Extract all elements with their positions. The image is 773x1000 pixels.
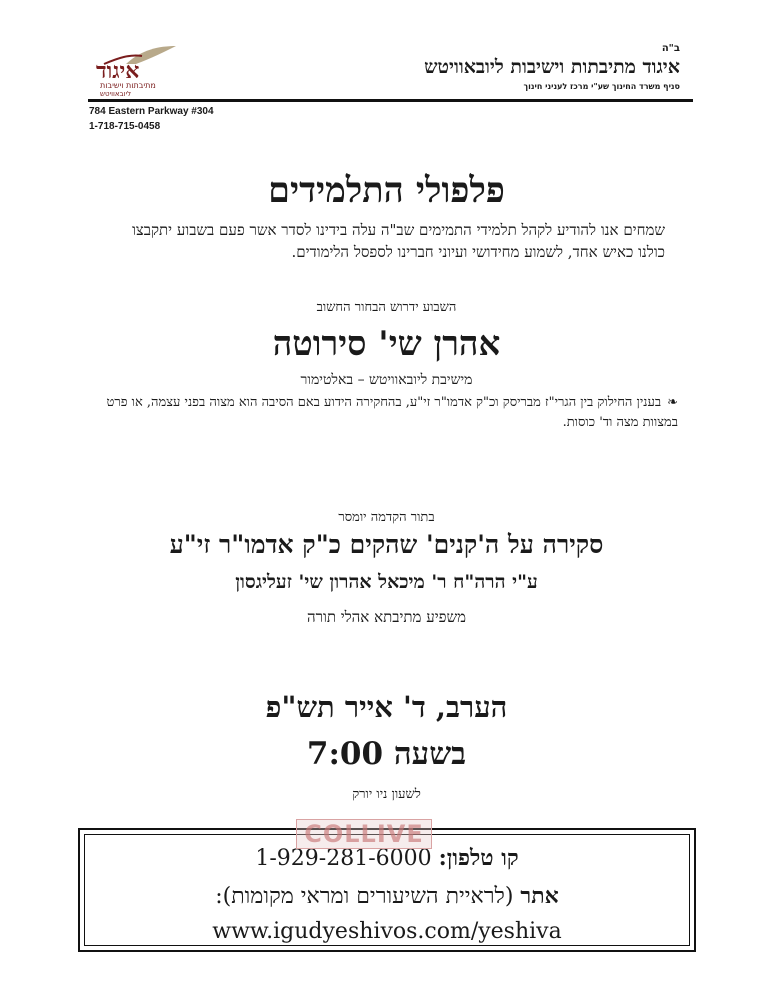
site-url[interactable]: www.igudyeshivos.com/yeshiva [212, 919, 562, 944]
speaker-name: אהרן שי' סירוטה [272, 324, 501, 364]
phone-number[interactable]: 1-929-281-6000 [255, 846, 432, 871]
site-label: אתר [520, 883, 559, 909]
speaker-yeshiva: מישיבת ליובאוויטש – באלטימור [300, 372, 473, 388]
site-line [85, 883, 689, 909]
org-name: איגוד מתיבתות וישיבות ליובאוויטש [424, 56, 680, 78]
topic [98, 393, 678, 433]
page-title: פלפולי התלמידים [268, 170, 505, 211]
info-box-inner [84, 834, 690, 946]
watermark: COLLIVE [296, 819, 432, 849]
presenter: ע"י הרה"ח ר' מיכאל אהרון שי' זעליגסון [235, 571, 538, 593]
bh-mark: ב"ה [661, 43, 680, 54]
timezone: לשעון ניו יורק [352, 787, 421, 802]
phone-label: קו טלפון: [438, 845, 519, 871]
logo-sub-text: מתיבתות וישיבות [100, 81, 156, 90]
site-note: (לראיית השיעורים ומראי מקומות): [215, 884, 514, 909]
event-time: בשעה 7:00 [306, 736, 467, 772]
event-date: הערב, ד' אייר תש"פ [265, 690, 508, 724]
header-rule [88, 99, 693, 102]
bullet-icon: ❧ [667, 395, 678, 410]
subject: סקירה על ה'קנים' שהקים כ"ק אדמו"ר זי"ע [169, 530, 604, 559]
topic-text: בענין החילוק בין הגרי"ז מבריסק וכ"ק אדמו"ר זי"ע, בהחקירה הידוע באם הסיבה הוא מצוה בפני עצמה, או פרט במצוות מצה וד' כוסות. [106, 395, 678, 430]
logo-main-text: איגוד [96, 58, 140, 84]
contact-block [89, 104, 214, 134]
phone: 1-718-715-0458 [89, 121, 161, 132]
presenter-role: משפיע מתיבתא אהלי תורה [306, 608, 466, 626]
intro-paragraph: שמחים אנו להודיע לקהל תלמידי התמימים שב"ה עלה בידינו לסדר אשר פעם בשבוע יתקבצו כולנו כאיש אחד, לשמוע מחידושי ועיוני חברינו לספסל הלימודים. [132, 221, 665, 261]
logo-sub2-text: ליובאוויטש [100, 90, 132, 98]
logo [96, 44, 182, 96]
org-subtitle: סניף משרד החינוך שע"י מרכז לעניני חינוך [523, 82, 680, 91]
speaker-intro: השבוע ידרוש הבחור החשוב [316, 300, 457, 315]
address: 784 Eastern Parkway #304 [89, 106, 214, 117]
intro2: בתור הקדמה יומסר [338, 510, 435, 525]
